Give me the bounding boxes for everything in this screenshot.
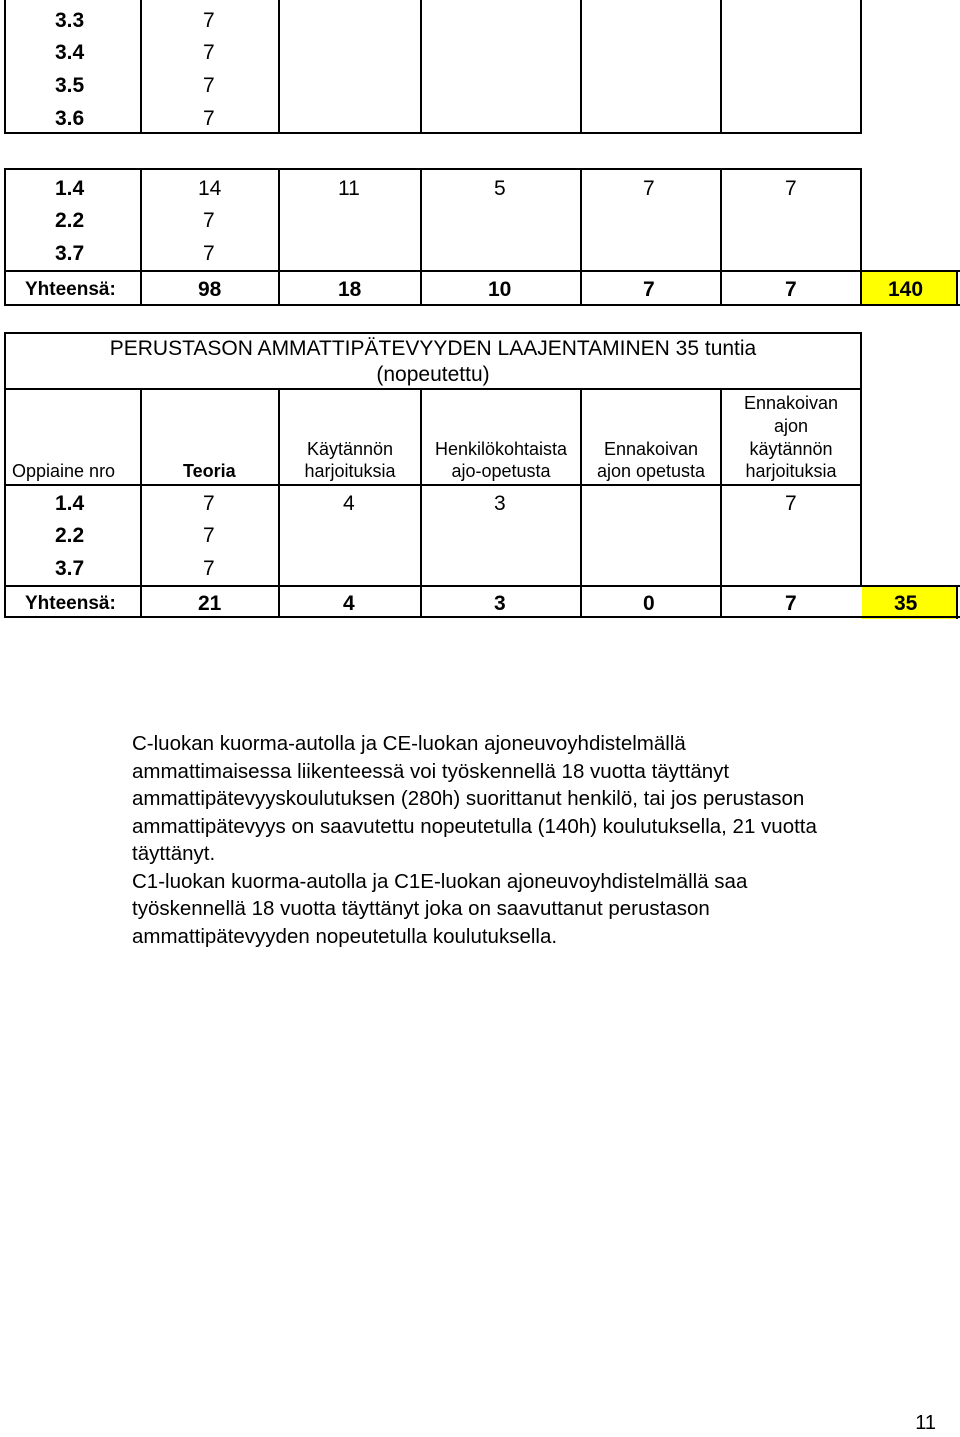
table-cell-ennak-opetus: 7 xyxy=(643,177,655,200)
table-subtitle: (nopeutettu) xyxy=(376,363,490,386)
header-henkilokohtaista: Henkilökohtaista xyxy=(434,439,568,459)
header-teoria: Teoria xyxy=(183,461,236,481)
table-cell-teoria: 7 xyxy=(203,41,215,64)
header-ennakoivan-opetus-2: ajon opetusta xyxy=(596,461,706,481)
table-cell-kaytannon: 11 xyxy=(338,177,360,200)
table-cell-nro: 3.6 xyxy=(55,107,85,130)
total-ennak-harj: 7 xyxy=(785,278,797,301)
header-ennakoivan-harj-4: harjoituksia xyxy=(745,461,837,481)
table-cell-nro: 3.7 xyxy=(55,557,85,580)
table-cell-teoria: 7 xyxy=(203,107,215,130)
page-number: 11 xyxy=(915,1412,936,1434)
table-cell-teoria: 7 xyxy=(203,492,215,515)
header-oppiaine-nro: Oppiaine nro xyxy=(12,461,116,481)
table-cell-ennak-harj: 7 xyxy=(785,492,797,515)
table-cell-kaytannon: 4 xyxy=(343,492,355,515)
header-ennakoivan-harj: Ennakoivan xyxy=(743,393,839,413)
total-kaytannon: 18 xyxy=(338,278,362,301)
header-ennakoivan-harj-3: käytännön xyxy=(749,439,833,459)
table-cell-nro: 1.4 xyxy=(55,177,85,200)
table-cell-nro: 3.4 xyxy=(55,41,85,64)
table-cell-nro: 2.2 xyxy=(55,209,85,232)
table-title: PERUSTASON AMMATTIPÄTEVYYDEN LAAJENTAMINEN 35 tuntia xyxy=(109,337,757,360)
table-cell-nro: 1.4 xyxy=(55,492,85,515)
table-cell-teoria: 7 xyxy=(203,524,215,547)
total-label: Yhteensä: xyxy=(25,279,116,300)
header-kaytannon-2: harjoituksia xyxy=(304,461,396,481)
table-cell-nro: 2.2 xyxy=(55,524,85,547)
table-cell-teoria: 7 xyxy=(203,209,215,232)
total-ennak-opetus: 0 xyxy=(643,592,655,615)
total-ennak-harj: 7 xyxy=(785,592,797,615)
total-henkilo: 3 xyxy=(494,592,506,615)
table-cell-teoria: 7 xyxy=(203,74,215,97)
total-teoria: 98 xyxy=(198,278,222,301)
total-teoria: 21 xyxy=(198,592,222,615)
table-cell-teoria: 7 xyxy=(203,557,215,580)
header-henkilokohtaista-2: ajo-opetusta xyxy=(451,461,551,481)
header-ennakoivan-harj-2: ajon xyxy=(773,416,809,436)
total-henkilo: 10 xyxy=(488,278,512,301)
table-cell-nro: 3.3 xyxy=(55,9,85,32)
total-kaytannon: 4 xyxy=(343,592,355,615)
total-sum: 140 xyxy=(888,278,924,301)
header-ennakoivan-opetus: Ennakoivan xyxy=(603,439,699,459)
table-cell-henkilo: 3 xyxy=(494,492,506,515)
total-sum: 35 xyxy=(894,592,918,615)
table-cell-nro: 3.5 xyxy=(55,74,85,97)
table-cell-teoria: 7 xyxy=(203,9,215,32)
header-kaytannon: Käytännön xyxy=(306,439,394,459)
table-cell-teoria: 7 xyxy=(203,242,215,265)
table-cell-henkilo: 5 xyxy=(494,177,506,200)
table-cell-teoria: 14 xyxy=(198,177,222,200)
table-cell-nro: 3.7 xyxy=(55,242,85,265)
total-ennak-opetus: 7 xyxy=(643,278,655,301)
body-paragraph: C-luokan kuorma-autolla ja CE-luokan ajoneuvoyhdistelmällä ammattimaisessa liikenteessä voi työskennellä 18 vuotta täyttänyt ammattipätevyyskoulutuksen (280h) suorittanut henkilö, tai jos perustason ammattipätevyys on saavutettu nopeutetulla (140h) koulutuksella, 21 vuotta täyttänyt. C1-luokan kuorma-autolla ja C1E-luokan ajoneuvoyhdistelmällä saa työskennellä 18 vuotta täyttänyt joka on saavuttanut perustason ammattipätevyyden nopeutetulla koulutuksella. xyxy=(132,732,817,948)
table-cell-ennak-harj: 7 xyxy=(785,177,797,200)
total-label: Yhteensä: xyxy=(25,593,116,614)
